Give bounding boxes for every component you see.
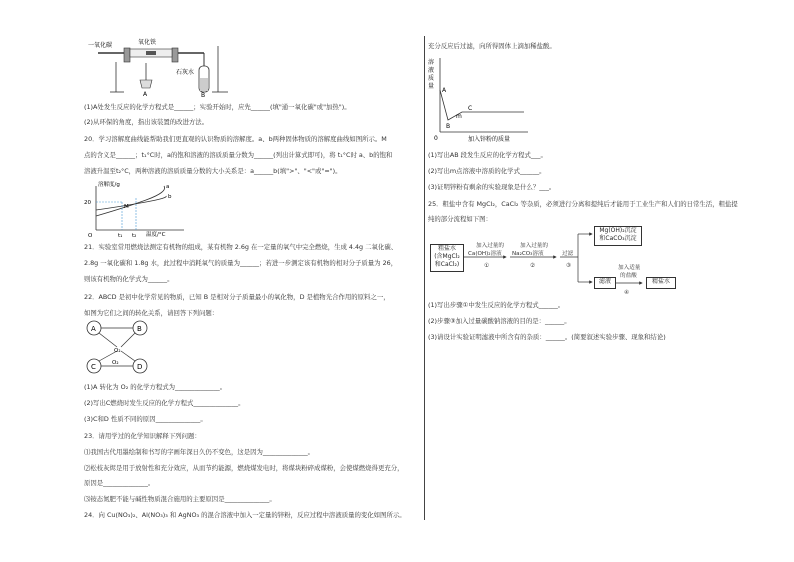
q22-part1: (1)A 转化为 O₂ 的化学方程式为______________。 (84, 383, 227, 391)
q23-part1: ⑴我国古代用墨绘制和书写的字画年深日久仍不变色，这是因为______________。 (84, 448, 315, 456)
mass-point-m: m (456, 113, 462, 120)
crude-brine-line2: (含MgCl₂ (434, 253, 460, 260)
flow-crude-brine-box (430, 244, 464, 272)
solubility-ylabel: 溶解度/g (98, 182, 120, 188)
q23-part2-line2: 原因是______________。 (84, 479, 155, 487)
flow-final-box (646, 277, 676, 289)
q22-part3: (3)C和D 性质不同的原因______________。 (84, 415, 207, 423)
solubility-xlabel: 温度/°C (146, 232, 166, 238)
mass-point-c: C (468, 105, 473, 112)
mass-ylabel-3: 质 (428, 75, 435, 82)
q23-part2-line1: ⑵松枝灰烬是用于放射性和充分效应，从而节约能源，燃烧煤发电时，将煤块粉碎成煤粉，会使煤燃烧得更充分， (84, 464, 404, 472)
oxide-label: 氧化铁 (138, 39, 157, 46)
o2-center-label: O₂ (114, 348, 121, 354)
flow-precipitate-box (594, 226, 642, 246)
q20-line1: 20．学习溶解度曲线能帮助我们更直观的认识物质的溶解度。a、b两种固体物质的溶解度曲线如图所示。M (84, 135, 387, 143)
mass-ylabel-1: 溶 (428, 59, 435, 66)
flow-step1-line1: 加入过量的 (476, 243, 504, 249)
solubility-t2: t₂ (132, 233, 137, 238)
node-c: C (91, 363, 96, 371)
curve-b-label: b (168, 194, 172, 200)
flow-step1-num: ① (484, 263, 490, 269)
crude-brine-line3: 和CaCl₂) (434, 261, 460, 268)
solubility-point-m: M (124, 204, 129, 210)
q22-line2: 如图为它们之间的转化关系，请回答下列问题： (84, 309, 219, 317)
node-b: B (137, 325, 142, 333)
mass-ylabel-4: 量 (428, 83, 435, 90)
precipitate-line2: 和CaCO₃沉淀 (599, 235, 637, 242)
q21-line3: 则该有机物的化学式为______。 (84, 275, 174, 283)
flow-step4-num: ④ (624, 290, 630, 296)
q25-line1: 25．粗盐中含有 MgCl₂，CaCl₂ 等杂质，必须进行分离和提纯后才能用于工业生产和人们的日常生活，粗盐提 (428, 200, 738, 208)
final-brine-label: 精盐水 (651, 278, 670, 285)
solubility-y-tick: 20 (84, 200, 91, 206)
q22-line1: 22．ABCD 是初中化学常见的物质，已知 B 是相对分子质量最小的氧化物，D 是植物光合作用的原料之一， (84, 293, 390, 301)
q20-line2: 点的含义是______；t₁°C时，a的饱和溶液的溶质质量分数为______(列出计算式即可)，将 t₁°C时 a、b的饱和 (84, 151, 393, 159)
mass-point-b: B (446, 123, 451, 130)
precipitate-line1: Mg(OH)₂沉淀 (599, 227, 637, 234)
node-a: A (91, 325, 96, 333)
flow-step3-num: ③ (566, 263, 572, 269)
conversion-diagram (82, 318, 162, 376)
q25-line2: 纯的部分流程如下图： (428, 215, 492, 223)
q24-part3: (3)证明锌粉有剩余的实验现象是什么？___。 (428, 183, 556, 191)
mass-point-a: A (442, 87, 447, 94)
filtrate-label: 滤液 (598, 278, 611, 285)
flow-step3-label: 过滤 (562, 251, 574, 257)
node-d: D (137, 363, 143, 371)
q19-part2: (2)从环保的角度，指出该装置的改进方法。 (84, 118, 209, 126)
solubility-chart (84, 180, 194, 238)
curve-a-label: a (166, 184, 170, 190)
co-label: 一氧化碳 (88, 42, 113, 49)
co-reduction-apparatus (88, 36, 238, 98)
limewater-label: 石灰水 (176, 69, 195, 76)
q24-part1: (1)写出AB 段发生反应的化学方程式___。 (428, 151, 547, 159)
flow-filtrate-box (594, 277, 616, 289)
q21-line1: 21．实验室常用燃烧法测定有机物的组成，某有机物 2.6g 在一定量的氧气中完全燃烧，生成 4.4g 二氧化碳、 (84, 243, 398, 251)
column-divider (424, 36, 425, 520)
q24-intro: 24．向 Cu(NO₃)₂、Al(NO₃)₃ 和 AgNO₃ 的混合溶液中加入一定量的锌粉，反应过程中溶液质量的变化如图所示。 (84, 511, 406, 519)
crude-brine-line1: 粗盐水 (437, 245, 456, 252)
flow-step2-line2: Na₂CO₃溶液 (512, 251, 544, 257)
q21-line2: 2.8g 一氧化碳和 1.8g 水，此过程中消耗氧气的质量为______；若进一步测定该有机物的相对分子质量为 26， (84, 259, 398, 267)
q24-intro-cont: 充分反应后过滤，向所得固体上滴加稀盐酸。 (428, 42, 556, 50)
q23-title: 23．请用学过的化学知识解释下列问题： (84, 432, 201, 440)
q25-part3: (3)请设计实验证明滤液中所含有的杂质：______。(简要叙述实验步骤、现象和结论) (428, 333, 666, 341)
flow-step2-num: ② (530, 263, 536, 269)
o2-bottom-label: O₂ (112, 360, 119, 366)
q20-line3: 溶液升温至t₂°C，两种溶液的溶质质量分数的大小关系是：a______b(填">"、"<"或"=")。 (84, 167, 342, 175)
solubility-origin: O (88, 233, 93, 238)
flow-step4-line2: 的盐酸 (620, 273, 637, 279)
flow-step4-line1: 加入适量 (618, 265, 641, 271)
q24-part2: (2)写出m点溶液中溶质的化学式______。 (428, 167, 546, 175)
apparatus-label-a: A (143, 91, 148, 98)
q25-part2: (2)步骤③加入过量碳酸钠溶液的目的是：______。 (428, 317, 571, 325)
q22-part2: (2)写出C燃烧时发生反应的化学方程式______________。 (84, 399, 245, 407)
solubility-t1: t₁ (118, 233, 123, 238)
apparatus-label-b: B (201, 92, 206, 98)
mass-xlabel: 加入锌粉的质量 (468, 136, 511, 143)
solution-mass-chart (428, 54, 538, 144)
mass-origin: 0 (434, 135, 438, 142)
flow-step2-line1: 加入过量的 (520, 243, 548, 249)
mass-ylabel-2: 液 (428, 67, 435, 74)
q25-part1: (1)写出步骤①中发生反应的化学方程式______。 (428, 301, 565, 309)
q19-part1: (1)A处发生反应的化学方程式是______；实验开始时，应先______(填"通一氧化碳"或"加热")。 (84, 103, 351, 111)
flow-step1-line2: Ca(OH)₂溶液 (468, 251, 502, 257)
q23-part3: ⑶铵态氮肥不能与碱性物质混合施用的主要原因是______________。 (84, 495, 276, 503)
